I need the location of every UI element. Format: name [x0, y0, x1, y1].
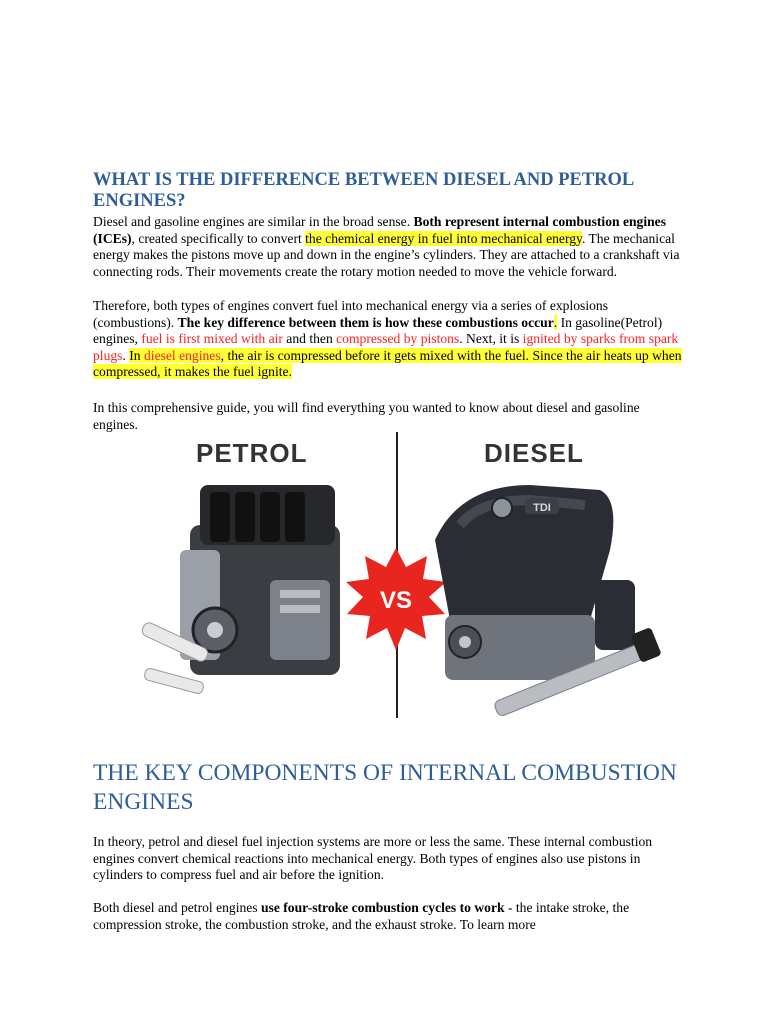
- petrol-vs-diesel-figure: [130, 430, 675, 720]
- highlighted-text: the chemical energy in fuel into mechanical energy: [305, 230, 582, 246]
- text-run: Diesel and gasoline engines are similar in the broad sense.: [93, 214, 414, 229]
- highlighted-text: In: [129, 347, 144, 363]
- section-heading-difference: WHAT IS THE DIFFERENCE BETWEEN DIESEL AND PETROL ENGINES?: [93, 170, 634, 211]
- text-run: and then: [282, 331, 337, 347]
- red-text: fuel is first mixed with air: [141, 331, 283, 347]
- diesel-label: DIESEL: [484, 438, 584, 468]
- text-run: Therefore, both types of engines convert fuel into mechanical energy via a series of explosions (combustions).: [93, 298, 609, 330]
- paragraph-theory: In theory, petrol and diesel fuel injection systems are more or less the same. These internal combustion engines convert chemical reactions into mechanical energy. Both types of engines also use pistons in cylinders to compress fuel and air before the ignition.: [93, 834, 653, 883]
- text-run: Both diesel and petrol engines: [93, 900, 261, 915]
- highlighted-text: [93, 348, 682, 380]
- text-run: In gasoline(Petrol) engines,: [93, 314, 663, 347]
- text-run: - the intake stroke, the compression stroke, the combustion stroke, and the exhaust stroke. To learn more: [93, 900, 630, 932]
- highlighted-text: .: [553, 314, 558, 330]
- paragraph-key-difference: [93, 298, 683, 381]
- red-text: compressed by pistons: [336, 331, 460, 347]
- petrol-label: PETROL: [196, 438, 308, 468]
- vs-text: VS: [379, 587, 413, 614]
- paragraph-intro: [93, 214, 683, 280]
- text-run: . The mechanical energy makes the pistons move up and down in the engine’s cylinders. They are attached to a crankshaft via connecting rods. Their movements create the rotary motion needed to move the vehicle forward.: [93, 230, 680, 279]
- red-text: ignited by sparks from spark plugs: [93, 331, 679, 363]
- text-run: . Next, it is: [459, 331, 523, 347]
- red-text: diesel engines: [144, 347, 221, 363]
- bold-text: use four-stroke combustion cycles to work: [261, 900, 505, 915]
- tdi-badge: TDI: [533, 502, 551, 514]
- paragraph-guide: In this comprehensive guide, you will find everything you wanted to know about diesel and gasoline engines.: [93, 400, 640, 432]
- section-heading-components: THE KEY COMPONENTS OF INTERNAL COMBUSTION ENGINES: [93, 760, 677, 815]
- text-run: , created specifically to convert: [131, 230, 306, 246]
- bold-text: The key difference between them is how these combustions occur: [177, 314, 554, 330]
- highlighted-text: , the air is compressed before it gets mixed with the fuel. Since the air heats up when compressed, it makes the fuel ignite.: [93, 347, 682, 380]
- petrol-engine-icon: [180, 485, 340, 675]
- diesel-engine-icon: [435, 485, 635, 680]
- bold-text: Both represent internal combustion engines (ICEs): [93, 214, 666, 246]
- engine-illustration: [130, 430, 675, 720]
- paragraph-four-stroke: [93, 900, 683, 933]
- text-run: .: [122, 347, 130, 363]
